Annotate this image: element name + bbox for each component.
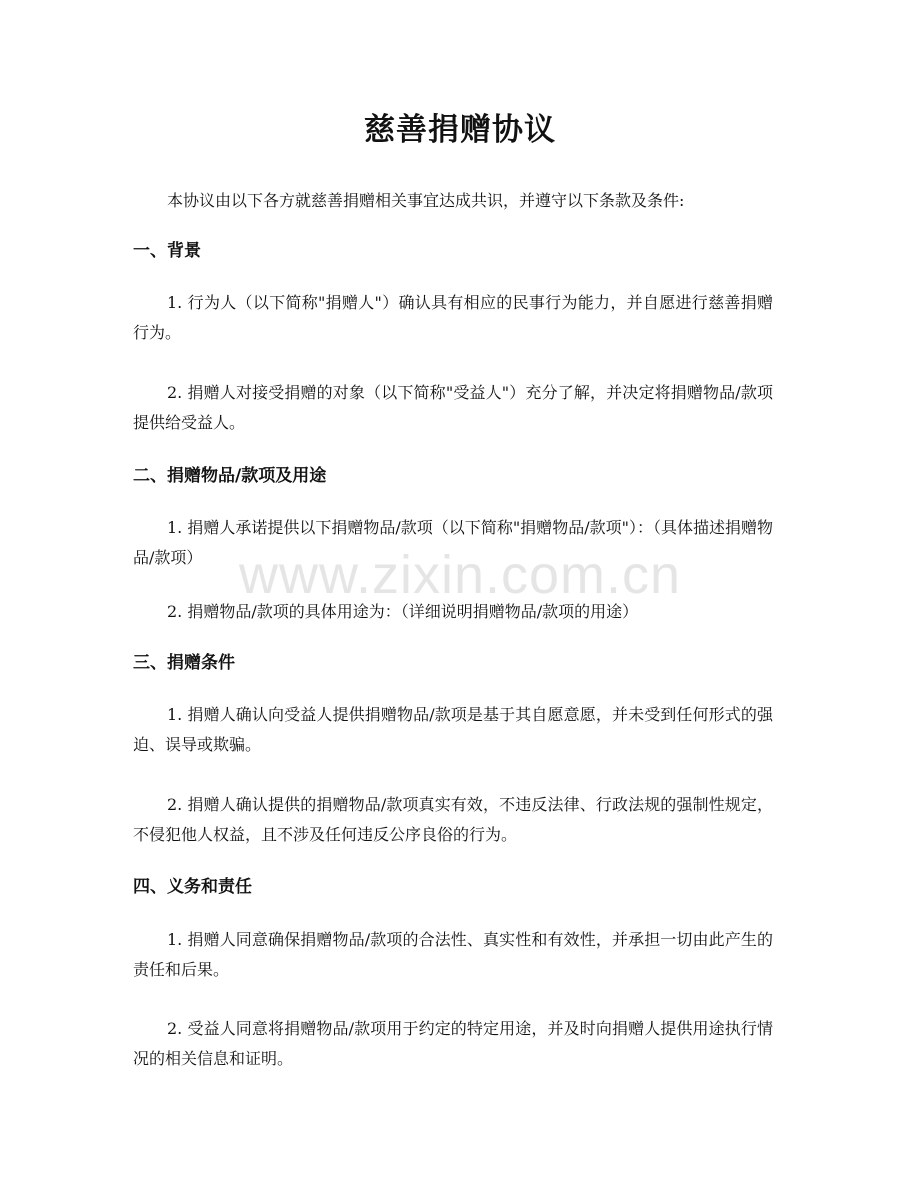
section-heading-background: 一、背景 xyxy=(133,241,201,261)
section-4-item-2: 2. 受益人同意将捐赠物品/款项用于约定的特定用途，并及时向捐赠人提供用途执行情况的相关信息和证明。 xyxy=(133,1019,773,1068)
section-2-item-1: 1. 捐赠人承诺提供以下捐赠物品/款项（以下简称"捐赠物品/款项"）：（具体描述捐赠物品/款项） xyxy=(133,518,773,567)
section-4-item-1: 1. 捐赠人同意确保捐赠物品/款项的合法性、真实性和有效性，并承担一切由此产生的责任和后果。 xyxy=(133,930,773,979)
section-heading-conditions: 三、捐赠条件 xyxy=(133,653,235,673)
section-2-item-2: 2. 捐赠物品/款项的具体用途为：（详细说明捐赠物品/款项的用途） xyxy=(167,602,639,621)
section-heading-donation-items: 二、捐赠物品/款项及用途 xyxy=(133,466,327,486)
intro-paragraph: 本协议由以下各方就慈善捐赠相关事宜达成共识，并遵守以下条款及条件: xyxy=(167,191,685,210)
section-1-item-2: 2. 捐赠人对接受捐赠的对象（以下简称"受益人"）充分了解，并决定将捐赠物品/款项提供给受益人。 xyxy=(133,383,773,432)
section-3-item-1: 1. 捐赠人确认向受益人提供捐赠物品/款项是基于其自愿意愿，并未受到任何形式的强迫、误导或欺骗。 xyxy=(133,705,773,754)
section-3-item-2: 2. 捐赠人确认提供的捐赠物品/款项真实有效，不违反法律、行政法规的强制性规定，不侵犯他人权益，且不涉及任何违反公序良俗的行为。 xyxy=(133,795,773,844)
document-title: 慈善捐赠协议 xyxy=(364,112,556,148)
section-1-item-1: 1. 行为人（以下简称"捐赠人"）确认具有相应的民事行为能力，并自愿进行慈善捐赠行为。 xyxy=(133,293,773,342)
watermark: www.zixin.com.cn xyxy=(238,545,682,605)
section-heading-obligations: 四、义务和责任 xyxy=(133,877,252,897)
